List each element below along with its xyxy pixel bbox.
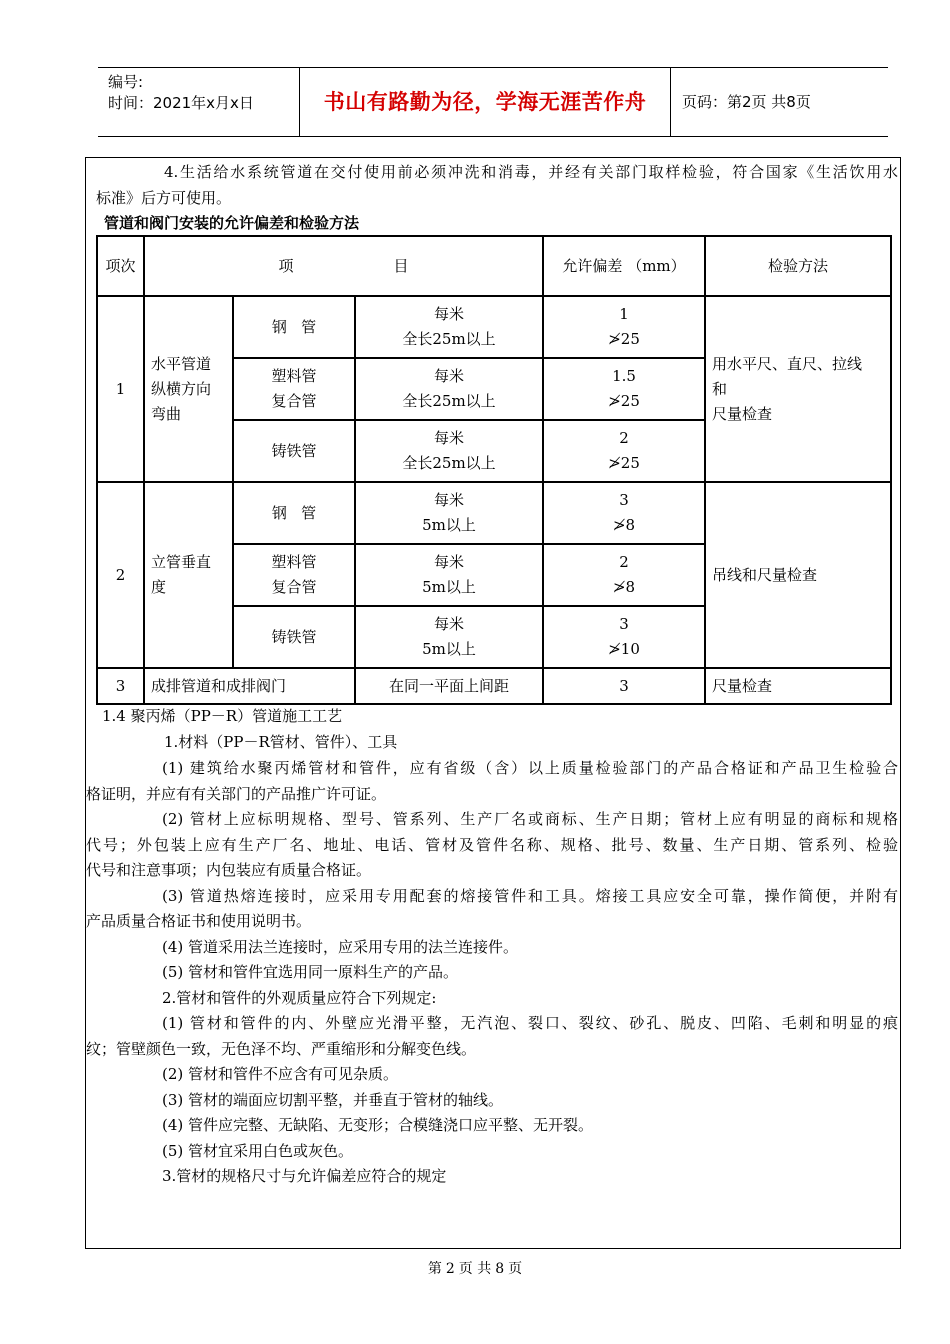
pipe-type: 铸铁管	[233, 606, 355, 668]
condition: 每米 全长25m以上	[355, 358, 543, 420]
table-row	[97, 296, 891, 358]
table-row	[97, 668, 891, 704]
group-index: 3	[97, 668, 144, 704]
header-item: 项 目	[144, 236, 543, 296]
footer-total-pages: 8	[495, 1261, 505, 1277]
header-tolerance: 允许偏差 （mm）	[543, 236, 705, 296]
paragraph-line: (5) 管材和管件宜选用同一原料生产的产品。	[162, 963, 459, 981]
tolerance: 3 ≯8	[543, 482, 705, 544]
section-heading: 1.4 聚丙烯（PP－R）管道施工工艺	[102, 707, 343, 725]
group-index: 1	[97, 296, 144, 482]
tolerance-table	[96, 235, 892, 705]
paragraph-line: (2) 管材上应标明规格、型号、管系列、生产厂名或商标、生产日期；管材上应有明显的商标和规格	[162, 810, 898, 828]
inspection-method: 尺量检查	[705, 668, 891, 704]
paragraph-line: (2) 管材和管件不应含有可见杂质。	[162, 1065, 399, 1083]
group-index: 2	[97, 482, 144, 668]
intro-line: 标准》后方可使用。	[96, 189, 232, 207]
paragraph-line: (3) 管道热熔连接时，应采用专用配套的熔接管件和工具。熔接工具应安全可靠，操作简便，并附有	[162, 887, 898, 905]
inspection-method: 用水平尺、直尺、拉线 和 尺量检查	[705, 296, 891, 482]
condition: 每米 5m以上	[355, 482, 543, 544]
table-row	[97, 482, 891, 544]
header-divider	[670, 68, 671, 136]
subsection-heading: 3.管材的规格尺寸与允许偏差应符合的规定	[162, 1167, 447, 1185]
paragraph-line: 纹；管壁颜色一致，无色泽不均、严重缩形和分解变色线。	[86, 1040, 477, 1058]
paragraph-line: 格证明，并应有有关部门的产品推广许可证。	[86, 785, 387, 803]
group-name: 立管垂直 度	[144, 482, 233, 668]
pipe-type: 钢 管	[233, 296, 355, 358]
paragraph-line: 产品质量合格证书和使用说明书。	[86, 912, 312, 930]
condition: 每米 全长25m以上	[355, 420, 543, 482]
condition: 每米 5m以上	[355, 544, 543, 606]
paragraph-line: (4) 管道采用法兰连接时，应采用专用的法兰连接件。	[162, 938, 519, 956]
header-method: 检验方法	[705, 236, 891, 296]
paragraph-line: (1) 管材和管件的内、外壁应光滑平整，无汽泡、裂口、裂纹、砂孔、脱皮、凹陷、毛刺和明显的痕	[162, 1014, 898, 1032]
paragraph-line: 代号；外包装上应有生产厂名、地址、电话、管材及管件名称、规格、批号、数量、生产日期、管系列、检验	[86, 836, 898, 854]
pipe-type: 塑料管 复合管	[233, 358, 355, 420]
tolerance: 3 ≯10	[543, 606, 705, 668]
paragraph-line: (4) 管件应完整、无缺陷、无变形；合模缝浇口应平整、无开裂。	[162, 1116, 594, 1134]
page-header	[98, 67, 888, 137]
page-footer: 第 2 页 共 8 页	[427, 1261, 523, 1277]
header-meta	[108, 72, 254, 114]
table-header-row	[97, 236, 891, 296]
paragraph-line: 代号和注意事项；内包装应有质量合格证。	[86, 861, 372, 879]
group-name: 成排管道和成排阀门	[144, 668, 355, 704]
doc-time-label: 时间：2021年x月x日	[108, 94, 254, 112]
tolerance: 1 ≯25	[543, 296, 705, 358]
pipe-type: 钢 管	[233, 482, 355, 544]
intro-line: 4.生活给水系统管道在交付使用前必须冲洗和消毒，并经有关部门取样检验，符合国家《生活饮用水	[164, 163, 898, 181]
footer-page-number: 2	[445, 1261, 455, 1277]
subsection-heading: 1.材料（PP－R管材、管件）、工具	[164, 733, 398, 751]
pipe-type: 塑料管 复合管	[233, 544, 355, 606]
inspection-method: 吊线和尺量检查	[705, 482, 891, 668]
doc-number-label: 编号:	[108, 73, 144, 91]
condition: 每米 5m以上	[355, 606, 543, 668]
header-motto: 书山有路勤为径，学海无涯苦作舟	[323, 90, 647, 114]
paragraph-line: (3) 管材的端面应切割平整，并垂直于管材的轴线。	[162, 1091, 504, 1109]
tolerance: 2 ≯25	[543, 420, 705, 482]
subsection-heading: 2.管材和管件的外观质量应符合下列规定:	[162, 989, 437, 1007]
header-index: 项次	[97, 236, 144, 296]
tolerance: 3	[543, 668, 705, 704]
condition: 在同一平面上间距	[355, 668, 543, 704]
tolerance: 1.5 ≯25	[543, 358, 705, 420]
paragraph-line: (1) 建筑给水聚丙烯管材和管件，应有省级（含）以上质量检验部门的产品合格证和产品卫生检验合	[162, 759, 898, 777]
paragraph-line: (5) 管材宜采用白色或灰色。	[162, 1142, 354, 1160]
table-title: 管道和阀门安装的允许偏差和检验方法	[104, 214, 360, 232]
header-page-label: 页码：第2页 共8页	[682, 93, 811, 111]
condition: 每米 全长25m以上	[355, 296, 543, 358]
group-name: 水平管道 纵横方向 弯曲	[144, 296, 233, 482]
pipe-type: 铸铁管	[233, 420, 355, 482]
tolerance: 2 ≯8	[543, 544, 705, 606]
